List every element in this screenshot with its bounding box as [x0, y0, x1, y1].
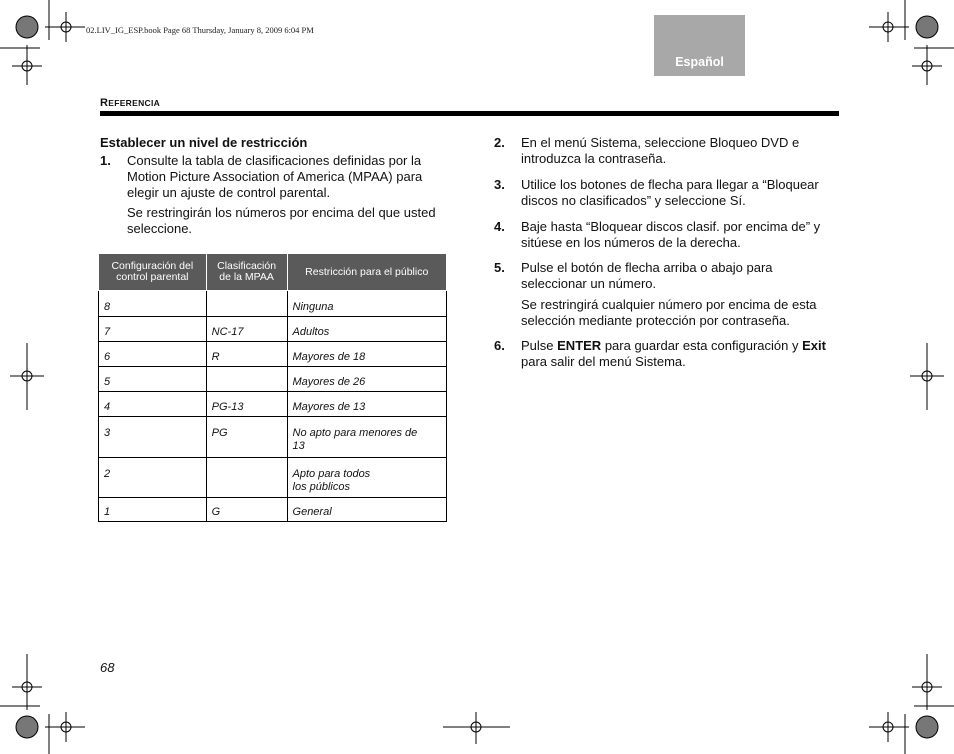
section-title: [100, 97, 160, 109]
step-5: [494, 260, 839, 294]
cell-restriction: Mayores de 26: [287, 367, 446, 392]
step-5-number: 5.: [494, 260, 505, 275]
cell-level: 1: [99, 498, 207, 522]
language-tab-label: Español: [675, 55, 724, 69]
header-audience-restriction: Restricción para el público: [287, 254, 446, 291]
step-2: [494, 135, 839, 169]
section-rule: [100, 111, 839, 116]
cell-rating: NC-17: [206, 317, 287, 342]
step-2-number: 2.: [494, 135, 505, 150]
cell-restriction: Mayores de 13: [287, 392, 446, 417]
step-6-pre: Pulse: [521, 338, 558, 353]
step-3-number: 3.: [494, 177, 505, 192]
ratings-table: [98, 253, 447, 522]
cell-restriction: No apto para menores de 13: [287, 417, 446, 458]
cell-level: 6: [99, 342, 207, 367]
step-2-text: En el menú Sistema, seleccione Bloqueo DVD e introduzca la contraseña.: [521, 135, 800, 166]
step-6-text: [521, 338, 839, 370]
cell-level: 3: [99, 417, 207, 458]
cell-level: 4: [99, 392, 207, 417]
table-row: [99, 417, 447, 458]
table-row: [99, 498, 447, 522]
cell-restriction: General: [287, 498, 446, 522]
note-right: Se restringirá cualquier número por encima de esta selección mediante protección por contraseña.: [521, 297, 817, 328]
cell-rating: PG: [206, 417, 287, 458]
enter-key-label: ENTER: [557, 338, 602, 353]
table-row: [99, 317, 447, 342]
subsection-heading: Establecer un nivel de restricción: [100, 135, 308, 150]
note-left: Se restringirán los números por encima del que usted seleccione.: [127, 205, 436, 236]
step-6-number: 6.: [494, 338, 505, 353]
cell-level: 7: [99, 317, 207, 342]
table-row: [99, 342, 447, 367]
page-number: 68: [100, 660, 115, 675]
cell-rating: [206, 291, 287, 317]
cell-restriction: Mayores de 18: [287, 342, 446, 367]
exit-key-label: Exit: [802, 338, 826, 353]
table-row: [99, 458, 447, 498]
header-mpaa-rating: Clasificación de la MPAA: [206, 254, 287, 291]
table-row: [99, 392, 447, 417]
step-4: [494, 219, 839, 253]
language-tab: [654, 15, 745, 76]
section-title-initial: R: [100, 97, 109, 109]
step-3-text: Utilice los botones de flecha para llegar a “Bloquear discos no clasificados” y seleccione Sí.: [521, 177, 819, 208]
cell-level: 5: [99, 367, 207, 392]
step-4-number: 4.: [494, 219, 505, 234]
cell-restriction: Apto para todos los públicos: [287, 458, 446, 498]
cell-restriction: Ninguna: [287, 291, 446, 317]
step-4-text: Baje hasta “Bloquear discos clasif. por encima de” y sitúese en los números de la derecha.: [521, 219, 821, 250]
step-3: [494, 177, 839, 211]
cell-rating: R: [206, 342, 287, 367]
step-1: [100, 153, 450, 201]
print-slug: 02.LIV_IG_ESP.book Page 68 Thursday, January 8, 2009 6:04 PM: [86, 25, 314, 35]
step-5-text: Pulse el botón de flecha arriba o abajo para seleccionar un número.: [521, 260, 773, 291]
cell-rating: [206, 367, 287, 392]
header-parental-control: Configuración del control parental: [99, 254, 207, 291]
table-row: [99, 291, 447, 317]
cell-restriction: Adultos: [287, 317, 446, 342]
section-title-rest: EFERENCIA: [108, 98, 161, 108]
step-6: [494, 338, 839, 372]
cell-rating: PG-13: [206, 392, 287, 417]
step-6-post: para salir del menú Sistema.: [521, 354, 686, 369]
cell-rating: [206, 458, 287, 498]
step-1-number: 1.: [100, 153, 111, 168]
cell-level: 2: [99, 458, 207, 498]
cell-rating: G: [206, 498, 287, 522]
table-row: [99, 367, 447, 392]
step-1-text: Consulte la tabla de clasificaciones definidas por la Motion Picture Association of America (MPAA) para elegir un ajuste de control parental.: [127, 153, 423, 200]
cell-level: 8: [99, 291, 207, 317]
step-6-mid: para guardar esta configuración y: [601, 338, 803, 353]
table-header-row: [99, 254, 447, 291]
